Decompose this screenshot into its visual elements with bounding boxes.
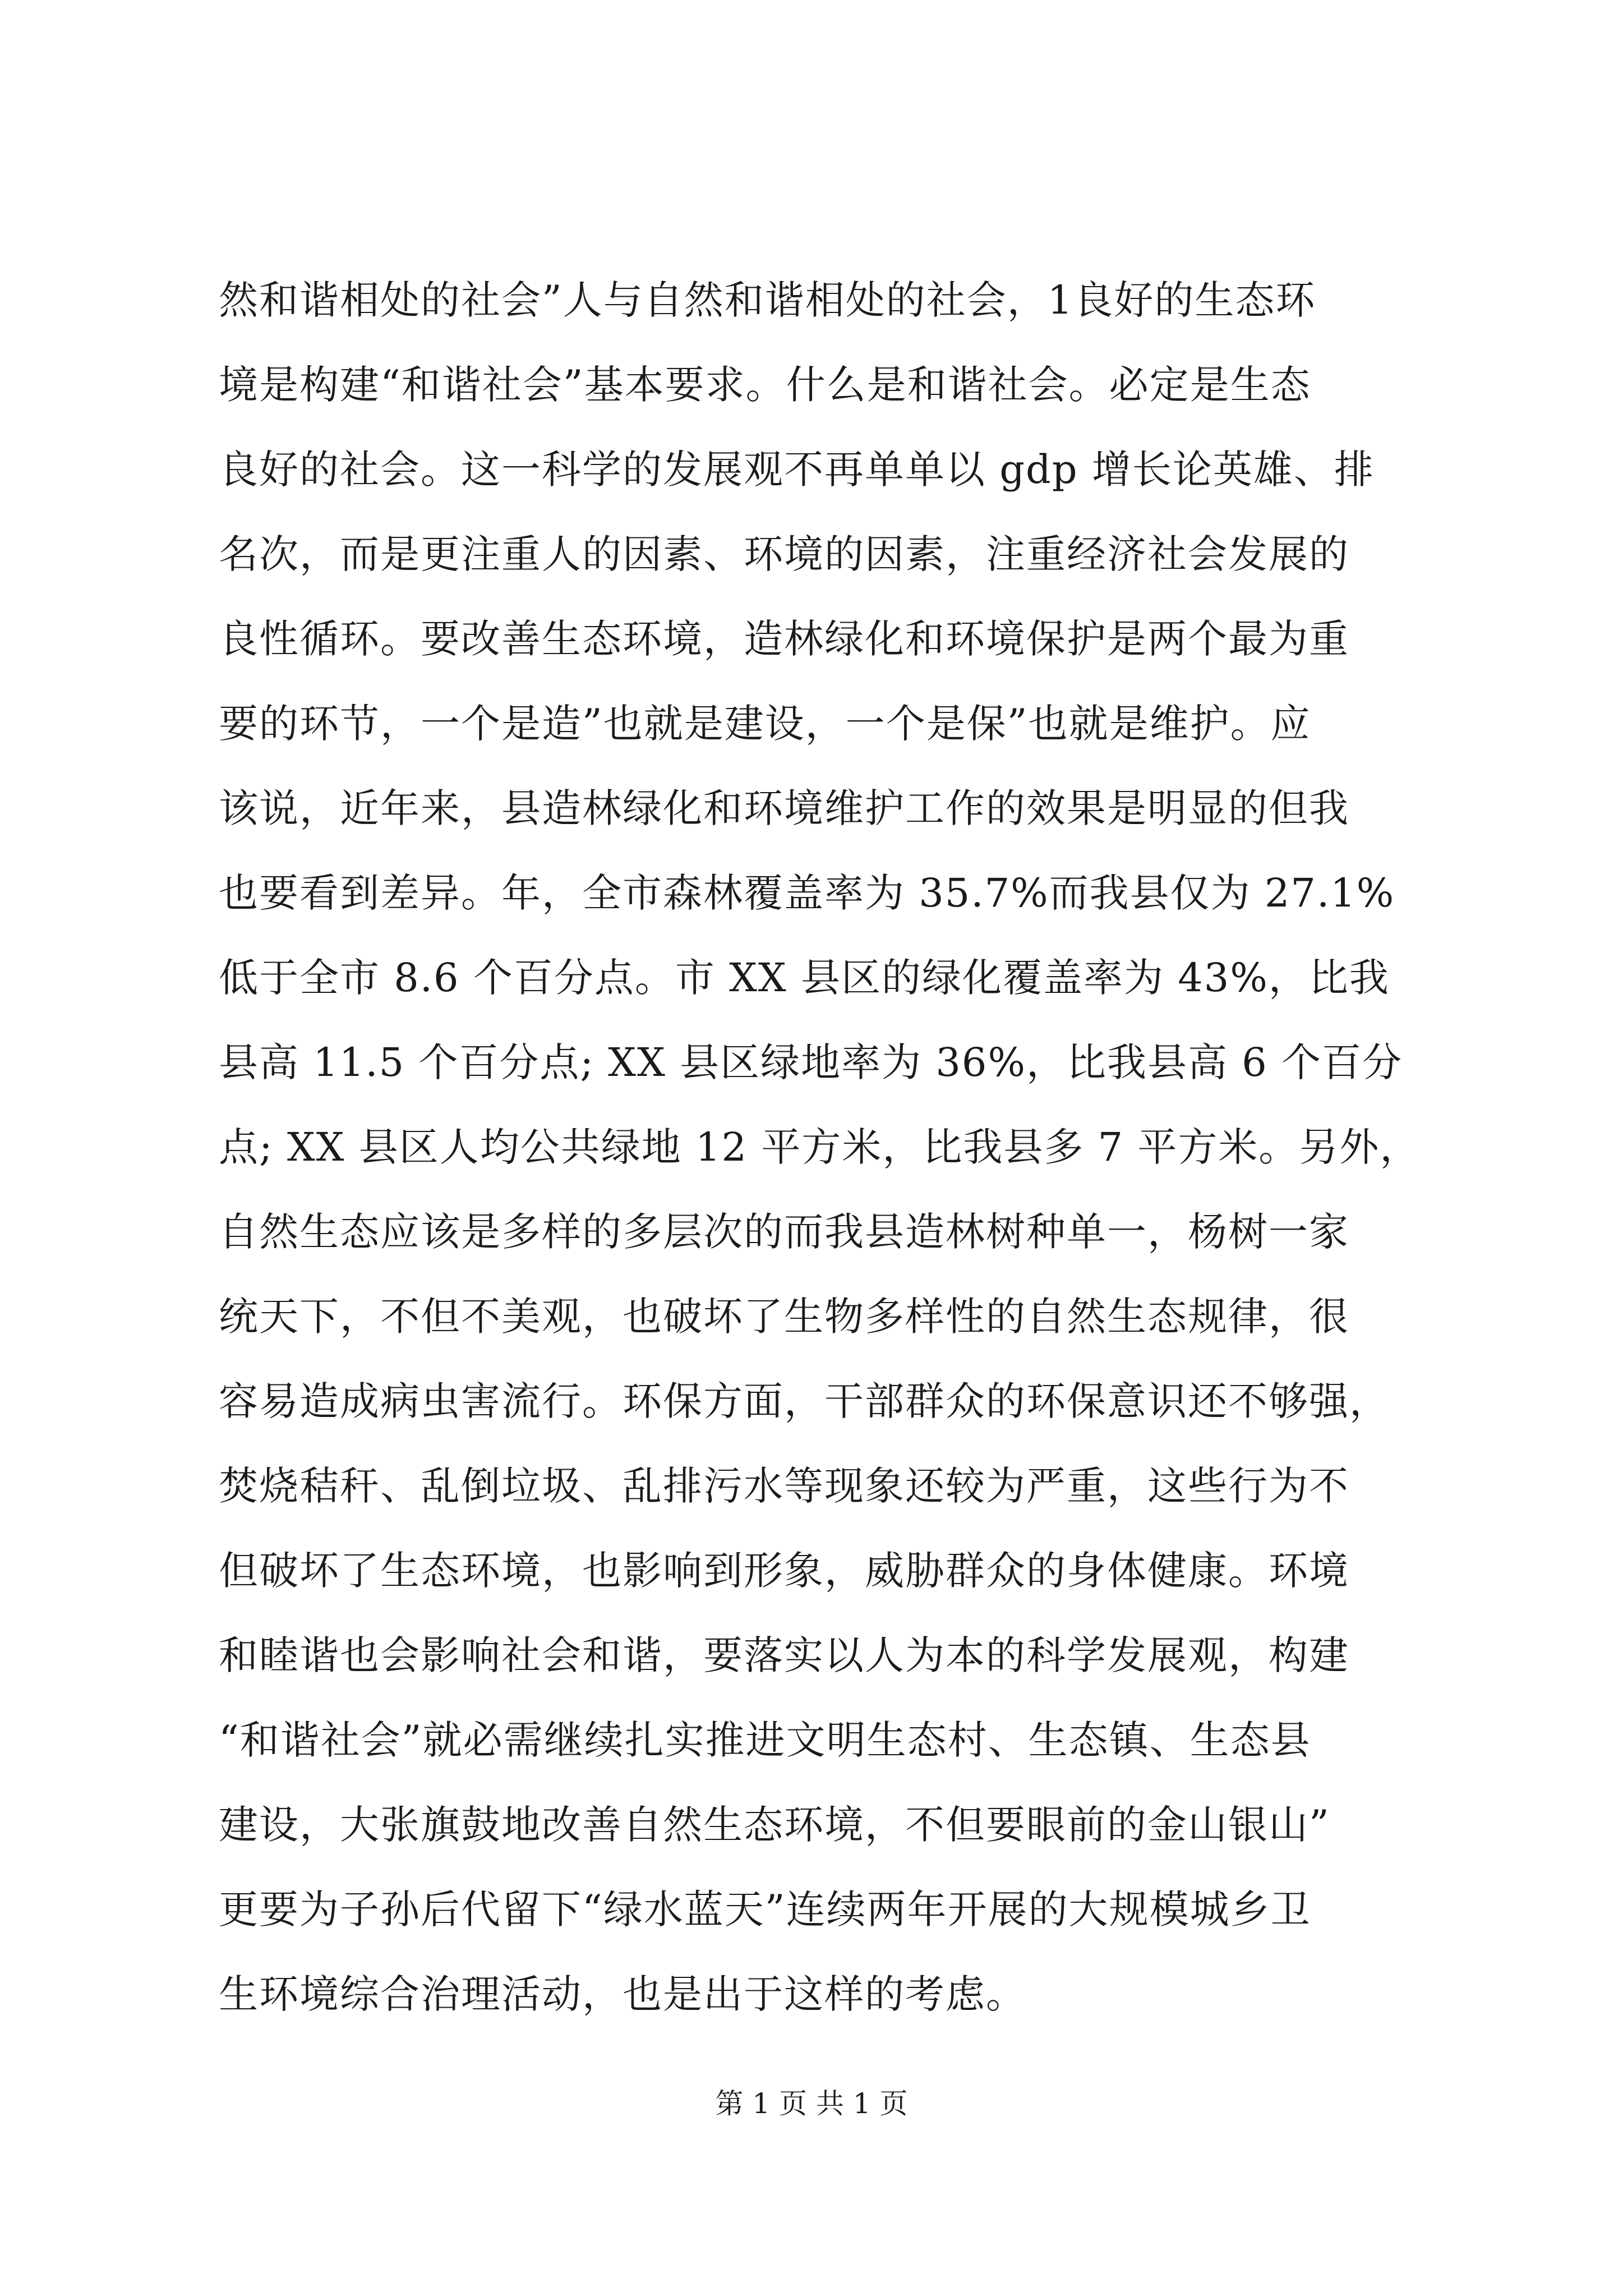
- text-line: 容易造成病虫害流行。环保方面，干部群众的环保意识还不够强，: [219, 1378, 1390, 1424]
- text-line: 和睦谐也会影响社会和谐，要落实以人为本的科学发展观，构建: [219, 1632, 1349, 1678]
- text-line: 该说，近年来，县造林绿化和环境维护工作的效果是明显的但我: [219, 785, 1349, 831]
- text-line: 焚烧秸秆、乱倒垃圾、乱排污水等现象还较为严重，这些行为不: [219, 1463, 1349, 1509]
- body-paragraph: [219, 258, 1424, 2037]
- text-line: 境是构建“和谐社会”基本要求。什么是和谐社会。必定是生态: [219, 362, 1311, 408]
- text-line: 名次，而是更注重人的因素、环境的因素，注重经济社会发展的: [219, 531, 1349, 577]
- text-line: “和谐社会”就必需继续扎实推进文明生态村、生态镇、生态县: [219, 1717, 1311, 1763]
- text-line: 也要看到差异。年，全市森林覆盖率为 35.7%而我县仅为 27.1%: [219, 870, 1395, 916]
- text-line: 要的环节，一个是造”也就是建设，一个是保”也就是维护。应: [219, 701, 1311, 747]
- text-line: 点; XX 县区人均公共绿地 12 平方米，比我县多 7 平方米。另外，: [219, 1124, 1421, 1170]
- text-line: 良好的社会。这一科学的发展观不再单单以 gdp 增长论英雄、排: [219, 447, 1375, 493]
- text-line: 更要为子孙后代留下“绿水蓝天”连续两年开展的大规模城乡卫: [219, 1887, 1311, 1932]
- text-line: 良性循环。要改善生态环境，造林绿化和环境保护是两个最为重: [219, 616, 1349, 662]
- text-line: 但破坏了生态环境，也影响到形象，威胁群众的身体健康。环境: [219, 1548, 1349, 1594]
- text-line: 自然生态应该是多样的多层次的而我县造林树种单一，杨树一家: [219, 1209, 1349, 1255]
- text-line: 然和谐相处的社会”人与自然和谐相处的社会，1良好的生态环: [219, 277, 1316, 323]
- text-line: 生环境综合治理活动，也是出于这样的考虑。: [219, 1971, 1026, 2017]
- text-line: 县高 11.5 个百分点; XX 县区绿地率为 36%，比我县高 6 个百分: [219, 1039, 1403, 1085]
- text-line: 低于全市 8.6 个百分点。市 XX 县区的绿化覆盖率为 43%，比我: [219, 955, 1390, 1001]
- text-line: 建设，大张旗鼓地改善自然生态环境，不但要眼前的金山银山”: [219, 1802, 1330, 1848]
- text-line: 统天下，不但不美观，也破坏了生物多样性的自然生态规律，很: [219, 1294, 1349, 1340]
- page-number-footer: 第 1 页 共 1 页: [715, 2087, 908, 2120]
